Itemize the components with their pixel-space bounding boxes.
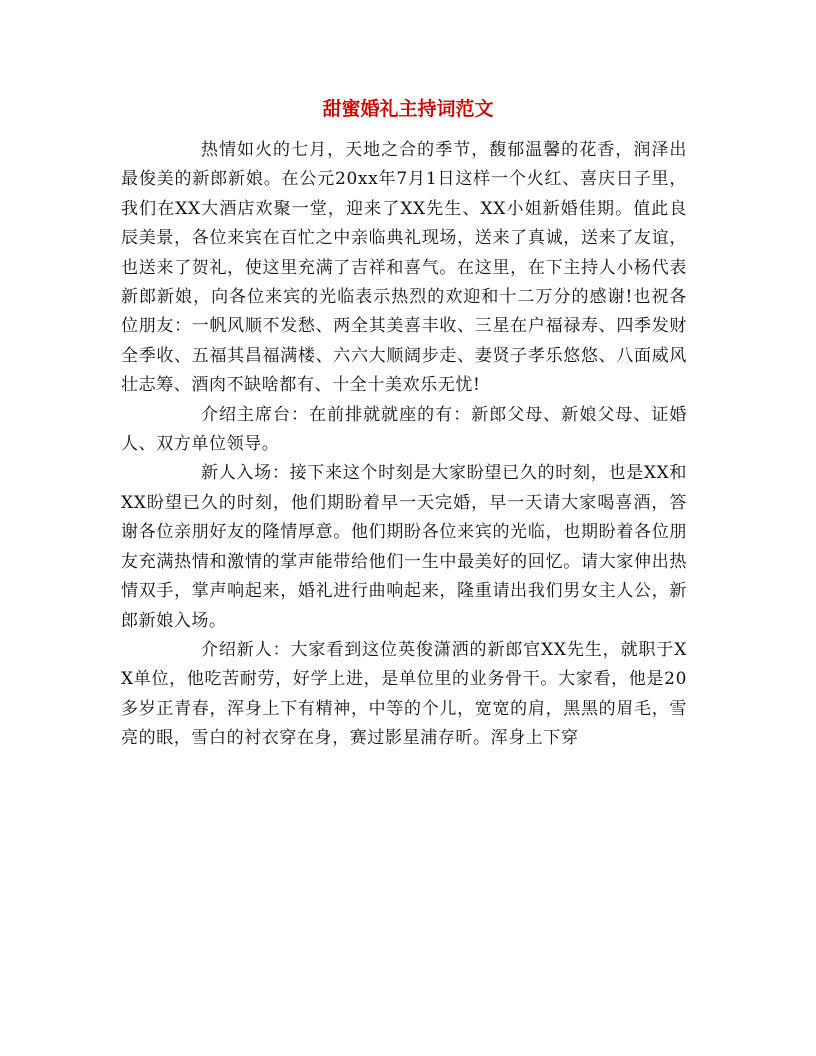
document-body	[121, 136, 687, 754]
document-title: 甜蜜婚礼主持词范文	[322, 98, 494, 120]
paragraph-entrance: 新人入场：接下来这个时刻是大家盼望已久的时刻，也是XX和XX盼望已久的时刻，他们期盼着早一天完婚，早一天请大家喝喜酒，答谢各位亲朋好友的隆情厚意。他们期盼各位来宾的光临，也期盼着各位朋友充满热情和激情的掌声能带给他们一生中最美好的回忆。请大家伸出热情双手，掌声响起来，婚礼进行曲响起来，隆重请出我们男女主人公，新郎新娘入场。	[121, 463, 687, 631]
paragraph-introduce-couple: 介绍新人：大家看到这位英俊潇洒的新郎官XX先生，就职于XX单位，他吃苦耐劳，好学上进，是单位里的业务骨干。大家看，他是20多岁正青春，浑身上下有精神，中等的个儿，宽宽的肩，黑黑的眉毛，雪亮的眼，雪白的衬衣穿在身，赛过影星浦存昕。浑身上下穿	[121, 639, 687, 749]
paragraph-opening: 热情如火的七月，天地之合的季节，馥郁温馨的花香，润泽出最俊美的新郎新娘。在公元20xx年7月1日这样一个火红、喜庆日子里，我们在XX大酒店欢聚一堂，迎来了XX先生、XX小姐新婚佳期。值此良辰美景，各位来宾在百忙之中亲临典礼现场，送来了真诚，送来了友谊，也送来了贺礼，使这里充满了吉祥和喜气。在这里，在下主持人小杨代表新郎新娘，向各位来宾的光临表示热烈的欢迎和十二万分的感谢!也祝各位朋友：一帆风顺不发愁、两全其美喜丰收、三星在户福禄寿、四季发财全季收、五福其昌福满楼、六六大顺阔步走、妻贤子孝乐悠悠、八面威风壮志筹、酒肉不缺啥都有、十全十美欢乐无忧!	[121, 140, 687, 396]
paragraph-head-table: 介绍主席台：在前排就就座的有：新郎父母、新娘父母、证婚人、双方单位领导。	[121, 404, 687, 455]
